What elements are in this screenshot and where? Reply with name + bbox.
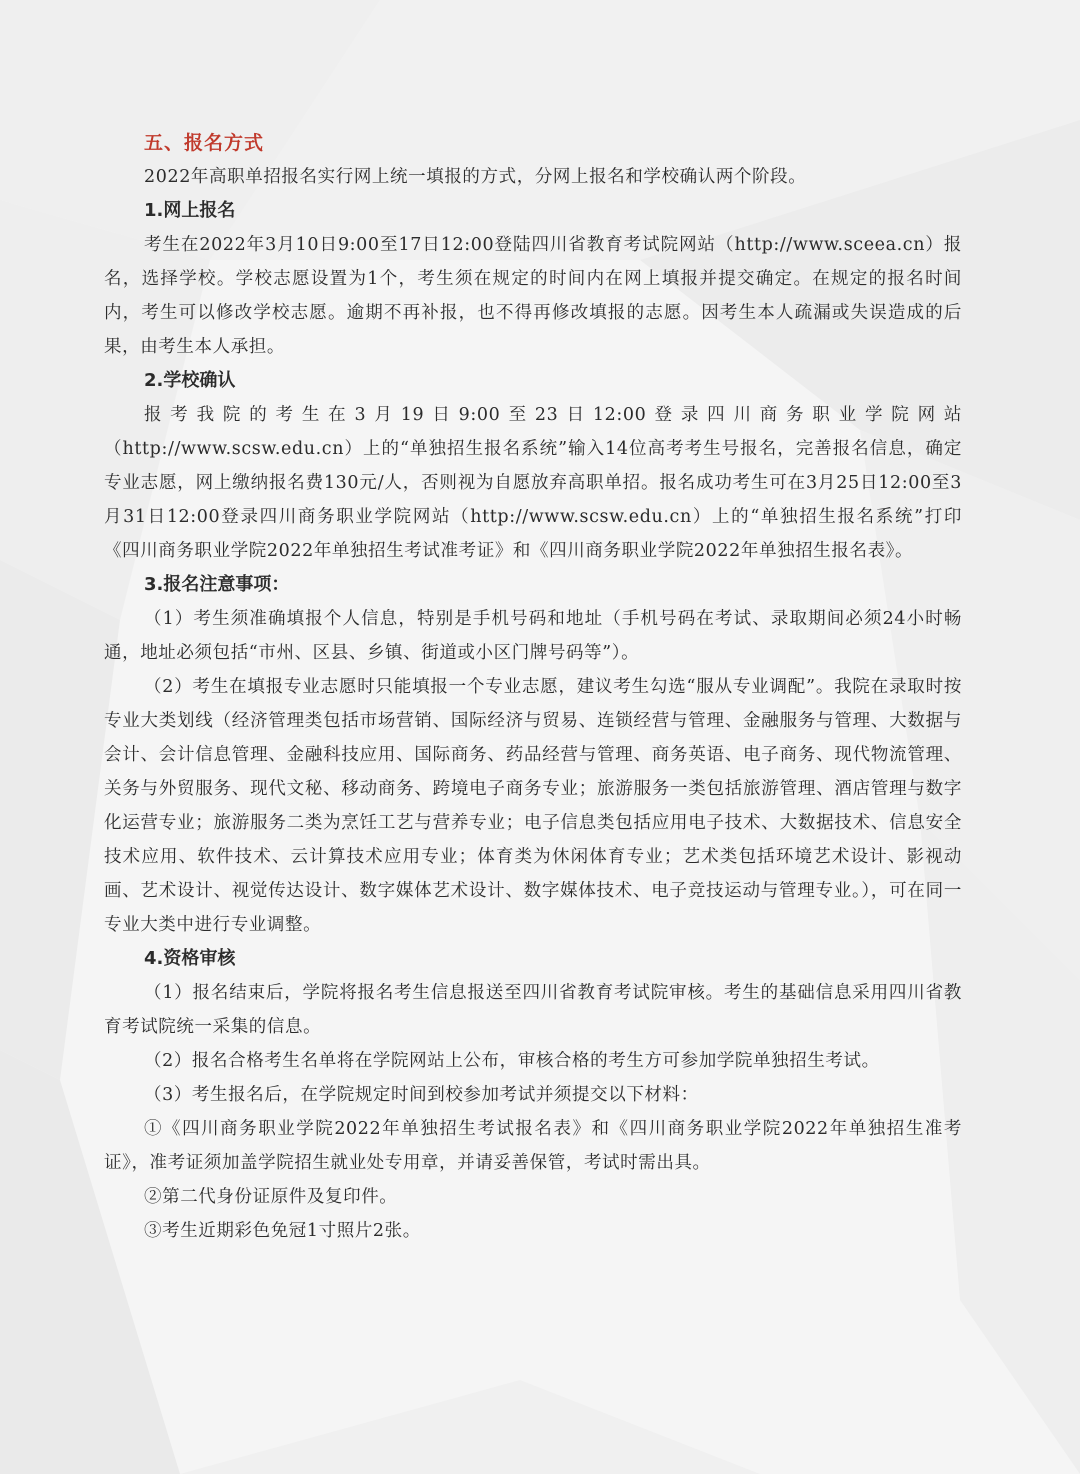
material-item-2: ②第二代身份证原件及复印件。 — [144, 1187, 398, 1207]
review-heading: 4.资格审核 — [144, 948, 236, 969]
material-item-1: ①《四川商务职业学院2022年单独招生考试报名表》和《四川商务职业学院2022年单独招生准考证》，准考证须加盖学院招生就业处专用章，并请妥善保管，考试时需出具。 — [104, 1119, 962, 1173]
review-item-3: （3）考生报名后，在学院规定时间到校参加考试并须提交以下材料： — [144, 1085, 699, 1105]
review-item-1: （1）报名结束后，学院将报名考生信息报送至四川省教育考试院审核。考生的基础信息采用四川省教育考试院统一采集的信息。 — [104, 983, 962, 1037]
notes-item-2: （2）考生在填报专业志愿时只能填报一个专业志愿，建议考生勾选“服从专业调配”。我院在录取时按专业大类划线（经济管理类包括市场营销、国际经济与贸易、连锁经营与管理、金融服务与管理、大数据与会计、会计信息管理、金融科技应用、国际商务、药品经营与管理、商务英语、电子商务、现代物流管理、关务与外贸服务、现代文秘、移动商务、跨境电子商务专业；旅游服务一类包括旅游管理、酒店管理与数字化运营专业；旅游服务二类为烹饪工艺与营养专业；电子信息类包括应用电子技术、大数据技术、信息安全技术应用、软件技术、云计算技术应用专业；体育类为休闲体育专业；艺术类包括环境艺术设计、影视动画、艺术设计、视觉传达设计、数字媒体艺术设计、数字媒体技术、电子竞技运动与管理专业。），可在同一专业大类中进行专业调整。 — [104, 677, 962, 935]
material-item-3: ③考生近期彩色免冠1寸照片2张。 — [144, 1221, 421, 1241]
section-title: 五、报名方式 — [144, 132, 265, 154]
online-paragraph: 考生在2022年3月10日9:00至17日12:00登陆四川省教育考试院网站（http://www.sceea.cn）报名，选择学校。学校志愿设置为1个，考生须在规定的时间内在网上填报并提交确定。在规定的报名时间内，考生可以修改学校志愿。逾期不再补报，也不得再修改填报的志愿。因考生本人疏漏或失误造成的后果，由考生本人承担。 — [104, 235, 962, 357]
notes-heading: 3.报名注意事项： — [144, 574, 290, 595]
online-heading: 1.网上报名 — [144, 200, 236, 221]
document-page — [104, 126, 962, 1248]
confirm-heading: 2.学校确认 — [144, 370, 236, 391]
confirm-paragraph: 报考我院的考生在3月19日9:00至23日12:00登录四川商务职业学院网站（http://www.scsw.edu.cn）上的“单独招生报名系统”输入14位高考考生号报名，完善报名信息，确定专业志愿，网上缴纳报名费130元/人，否则视为自愿放弃高职单招。报名成功考生可在3月25日12:00至3月31日12:00登录四川商务职业学院网站（http://www.scsw.edu.cn）上的“单独招生报名系统”打印《四川商务职业学院2022年单独招生考试准考证》和《四川商务职业学院2022年单独招生报名表》。 — [104, 405, 962, 561]
review-item-2: （2）报名合格考生名单将在学院网站上公布，审核合格的考生方可参加学院单独招生考试。 — [144, 1051, 880, 1071]
intro-paragraph: 2022年高职单招报名实行网上统一填报的方式，分网上报名和学校确认两个阶段。 — [144, 167, 807, 187]
notes-item-1: （1）考生须准确填报个人信息，特别是手机号码和地址（手机号码在考试、录取期间必须24小时畅通，地址必须包括“市州、区县、乡镇、街道或小区门牌号码等”）。 — [104, 609, 962, 663]
